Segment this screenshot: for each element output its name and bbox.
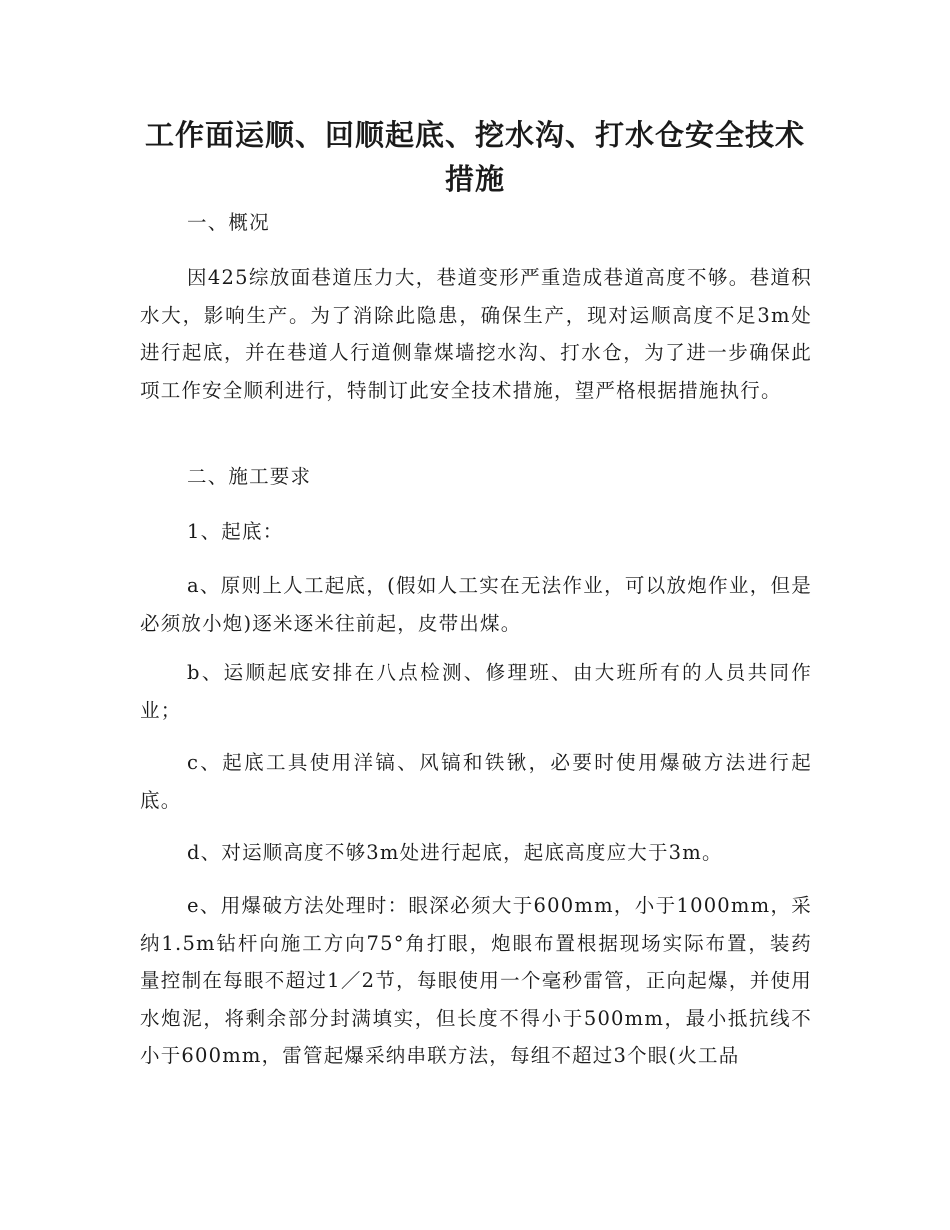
overview-paragraph: 因425综放面巷道压力大，巷道变形严重造成巷道高度不够。巷道积水大，影响生产。为了消除此隐患，确保生产，现对运顺高度不足3m处进行起底，并在巷道人行道侧靠煤墙挖水沟、打水仓，为了进一步确保此项工作安全顺利进行，特制订此安全技术措施，望严格根据措施执行。 bbox=[140, 266, 812, 402]
section-heading-requirements: 二、施工要求 bbox=[187, 465, 312, 488]
subsection-heading-floor-lifting: 1、起底： bbox=[187, 520, 284, 543]
requirement-item-b: b、运顺起底安排在八点检测、修理班、由大班所有的人员共同作业； bbox=[140, 661, 812, 722]
section-heading-overview: 一、概况 bbox=[187, 211, 270, 234]
requirement-item-d: d、对运顺高度不够3m处进行起底，起底高度应大于3m。 bbox=[187, 841, 723, 864]
requirement-item-a: a、原则上人工起底，(假如人工实在无法作业，可以放炮作业，但是必须放小炮)逐米逐米往前起，皮带出煤。 bbox=[140, 574, 812, 635]
requirement-item-e: e、用爆破方法处理时：眼深必须大于600mm，小于1000mm，采纳1.5m钻杆向施工方向75°角打眼，炮眼布置根据现场实际布置，装药量控制在每眼不超过1／2节，每眼使用一个毫秒雷管，正向起爆，并使用水炮泥，将剩余部分封满填实，但长度不得小于500mm，最小抵抗线不小于600mm，雷管起爆采纳串联方法，每组不超过3个眼(火工品 bbox=[140, 894, 812, 1067]
document-title: 工作面运顺、回顺起底、挖水沟、打水仓安全技术措施 bbox=[144, 118, 805, 196]
requirement-item-c: c、起底工具使用洋镐、风镐和铁锹，必要时使用爆破方法进行起底。 bbox=[140, 751, 812, 812]
